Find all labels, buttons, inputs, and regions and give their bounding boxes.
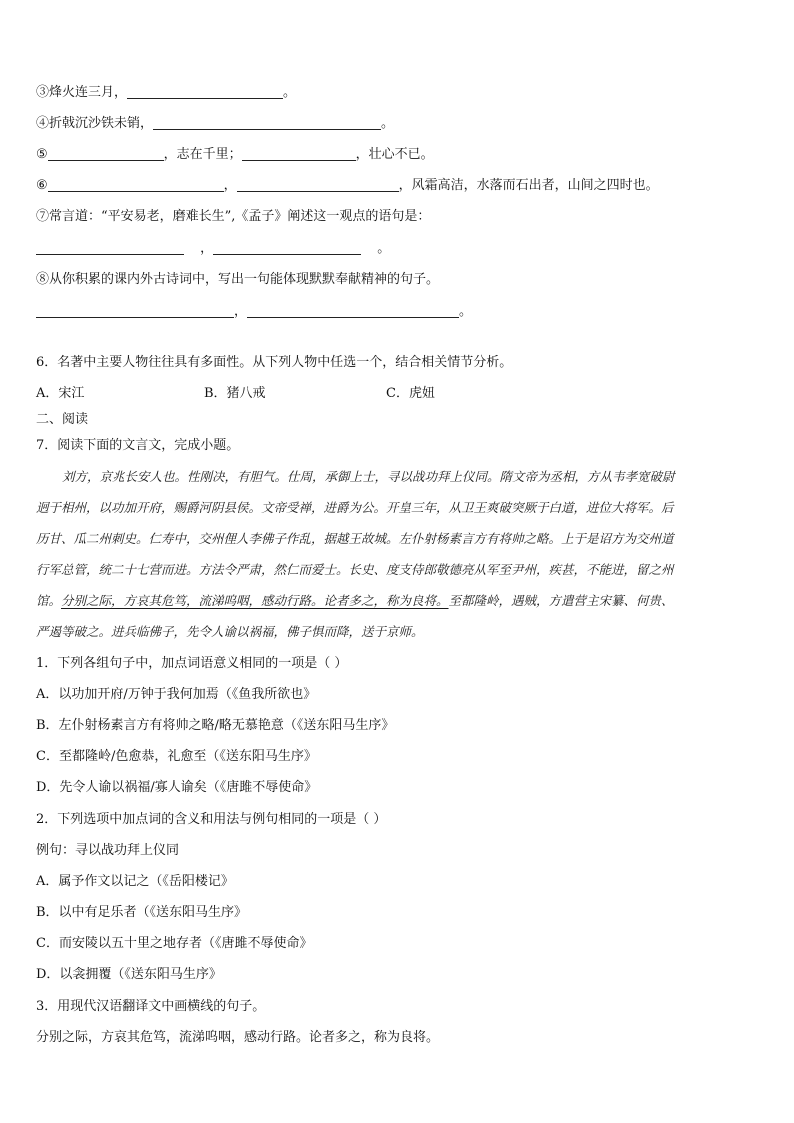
- passage-line-5-post: 至都隆岭，遇贼，方遣营主宋纂、何贵、: [448, 593, 674, 608]
- q8-mid: ，: [234, 304, 248, 319]
- fill-blank-q8-text: ⑧从你积累的课内外古诗词中，写出一句能体现默默奉献精神的句子。: [36, 272, 440, 287]
- subquestion-1-stem: 1．下列各组句子中，加点词语意义相同的一项是（ ）: [36, 656, 348, 671]
- answer-blank[interactable]: [48, 146, 164, 161]
- subquestion-3-sentence: 分别之际，方哀其危笃，流涕呜咽，感动行路。论者多之，称为良将。: [36, 1030, 440, 1045]
- fill-blank-q7-text: ⑦常言道：“平安易老，磨难长生”,《孟子》阐述这一观点的语句是：: [36, 209, 431, 224]
- q7-suffix: 。: [377, 241, 391, 256]
- subquestion-3-stem: 3．用现代汉语翻译文中画横线的句子。: [36, 999, 266, 1014]
- subquestion-2-option-a: A．属予作文以记之（《岳阳楼记》: [36, 874, 234, 889]
- q6-prefix: ⑥: [36, 178, 48, 193]
- subquestion-2-option-c: C．而安陵以五十里之地存者（《唐雎不辱使命》: [36, 936, 313, 951]
- fill-blank-q7-answers: [36, 240, 390, 258]
- q5-prefix: ⑤: [36, 147, 48, 162]
- fill-blank-q4: [36, 115, 394, 133]
- subquestion-1-option-c: C．至都隆岭/色愈恭，礼愈至（《送东阳马生序》: [36, 749, 317, 764]
- q7-mid: ，: [200, 241, 214, 256]
- q5-mid: ，志在千里；: [163, 147, 242, 162]
- q8-suffix: 。: [459, 304, 473, 319]
- answer-blank[interactable]: [247, 303, 459, 318]
- q6-suffix: ，风霜高洁，水落而石出者，山间之四时也。: [398, 178, 659, 193]
- section-heading: 二、阅读: [36, 412, 89, 427]
- passage-line-5: [36, 592, 760, 610]
- option-b: B．猪八戒: [204, 386, 266, 401]
- passage-line-3: 历甘、瓜二州刺史。仁寿中，交州俚人李佛子作乱，据越王故城。左仆射杨素言方有将帅之略。上于是诏方为交州道: [36, 531, 674, 546]
- q4-suffix: 。: [381, 116, 395, 131]
- subquestion-1-option-b: B．左仆射杨素言方有将帅之略/略无慕艳意（《送东阳马生序》: [36, 718, 395, 733]
- answer-blank[interactable]: [213, 240, 361, 255]
- q3-prefix: ③烽火连三月，: [36, 85, 128, 100]
- passage-line-1: 刘方，京兆长安人也。性刚决，有胆气。仕周，承御上士，寻以战功拜上仪同。隋文帝为丞相，方从韦孝宽破尉: [62, 469, 675, 484]
- answer-blank[interactable]: [242, 146, 356, 161]
- passage-line-4: 行军总管，统二十七营而进。方法令严肃，然仁而爱士。长史、度支侍郎敬德亮从军至尹州，疾甚，不能进，留之州: [36, 562, 674, 577]
- answer-blank[interactable]: [36, 240, 184, 255]
- q5-suffix: ，壮心不已。: [355, 147, 434, 162]
- subquestion-2-option-b: B．以中有足乐者（《送东阳马生序》: [36, 905, 248, 920]
- subquestion-2-stem: 2．下列选项中加点词的含义和用法与例句相同的一项是（ ）: [36, 812, 387, 827]
- subquestion-2-option-d: D．以衾拥覆（《送东阳马生序》: [36, 967, 222, 982]
- question-6-stem: 6．名著中主要人物往往具有多面性。从下列人物中任选一个，结合相关情节分析。: [36, 355, 513, 370]
- fill-blank-q6: [36, 177, 659, 195]
- fill-blank-q3: [36, 84, 296, 102]
- subquestion-1-option-d: D．先令人谕以祸福/寡人谕矣（《唐雎不辱使命》: [36, 780, 318, 795]
- q6-mid: ，: [223, 178, 237, 193]
- q3-suffix: 。: [283, 85, 297, 100]
- passage-line-6: 严遏等破之。进兵临佛子，先令人谕以祸福，佛子惧而降，送于京师。: [36, 624, 424, 639]
- passage-line-5-pre: 馆。: [36, 593, 62, 608]
- answer-blank[interactable]: [127, 84, 283, 99]
- q4-prefix: ④折戟沉沙铁未销，: [36, 116, 154, 131]
- subquestion-2-example: 例句：寻以战功拜上仪同: [36, 843, 180, 858]
- subquestion-1-option-a: A．以功加开府/万钟于我何加焉（《鱼我所欲也》: [36, 687, 317, 702]
- answer-blank[interactable]: [237, 177, 399, 192]
- question-7-stem: 7．阅读下面的文言文，完成小题。: [36, 438, 240, 453]
- fill-blank-q8-answers: [36, 303, 472, 321]
- passage-line-2: 迥于相州，以功加开府，赐爵河阴县侯。文帝受禅，进爵为公。开皇三年，从卫王爽破突厥于白道，进位大将军。后: [36, 500, 674, 515]
- underlined-sentence: 分别之际，方哀其危笃，流涕呜咽，感动行路。论者多之，称为良将。: [61, 593, 449, 608]
- answer-blank[interactable]: [36, 303, 234, 318]
- fill-blank-q5: [36, 146, 434, 164]
- answer-blank[interactable]: [153, 115, 381, 130]
- option-c: C．虎妞: [386, 386, 435, 401]
- answer-blank[interactable]: [48, 177, 224, 192]
- option-a: A．宋江: [36, 386, 85, 401]
